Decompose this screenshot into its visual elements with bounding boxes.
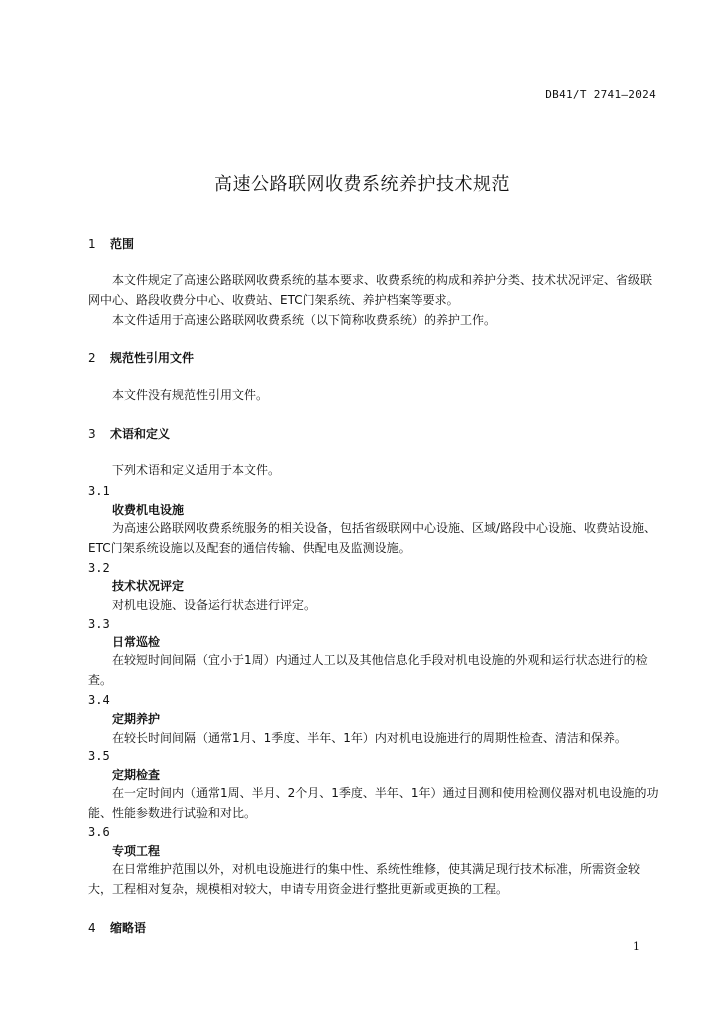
term-number: 3.4	[88, 693, 110, 707]
section-title: 缩略语	[110, 921, 147, 935]
section-number: 1	[88, 237, 96, 251]
term-name: 日常巡检	[112, 635, 161, 649]
term-name: 技术状况评定	[112, 579, 185, 593]
section-title: 范围	[110, 237, 135, 251]
term-number: 3.1	[88, 484, 110, 498]
term-name: 定期养护	[112, 712, 161, 726]
section-number: 3	[88, 427, 96, 441]
section-title: 术语和定义	[110, 427, 171, 441]
term-definition: 为高速公路联网收费系统服务的相关设备，包括省级联网中心设施、区域/路段中心设施、收费站设施、ETC门架系统设施以及配套的通信传输、供配电及监测设施。	[88, 521, 657, 555]
term-number: 3.6	[88, 825, 110, 839]
document-title: 高速公路联网收费系统养护技术规范	[214, 174, 510, 195]
standard-code: DB41/T 2741—2024	[545, 88, 656, 101]
section-heading-2	[88, 350, 194, 366]
term-definition: 在日常维护范围以外，对机电设施进行的集中性、系统性维修，使其满足现行技术标准，所需资金较大，工程相对复杂，规模相对较大，申请专用资金进行整批更新或更换的工程。	[88, 862, 641, 896]
term-definition: 在一定时间内（通常1周、半月、2个月、1季度、半年、1年）通过目测和使用检测仪器对机电设施的功能、性能参数进行试验和对比。	[88, 786, 659, 820]
term-number: 3.5	[88, 749, 110, 763]
term-number: 3.2	[88, 561, 110, 575]
term-name: 定期检查	[112, 768, 161, 782]
scope-paragraph-1: 本文件规定了高速公路联网收费系统的基本要求、收费系统的构成和养护分类、技术状况评定、省级联网中心、路段收费分中心、收费站、ETC门架系统、养护档案等要求。	[88, 273, 653, 307]
section-number: 2	[88, 351, 96, 365]
section-number: 4	[88, 921, 96, 935]
term-name: 收费机电设施	[112, 503, 185, 517]
section-heading-4	[88, 920, 146, 936]
normative-references-paragraph: 本文件没有规范性引用文件。	[112, 388, 269, 402]
scope-paragraph-2: 本文件适用于高速公路联网收费系统（以下简称收费系统）的养护工作。	[112, 313, 497, 327]
page-number: 1	[633, 940, 640, 953]
terms-intro: 下列术语和定义适用于本文件。	[112, 463, 281, 477]
term-definition: 在较长时间间隔（通常1月、1季度、半年、1年）内对机电设施进行的周期性检查、清洁和保养。	[112, 731, 627, 745]
section-title: 规范性引用文件	[110, 351, 195, 365]
term-definition: 在较短时间间隔（宜小于1周）内通过人工以及其他信息化手段对机电设施的外观和运行状态进行的检查。	[88, 653, 648, 687]
term-name: 专项工程	[112, 844, 161, 858]
term-definition: 对机电设施、设备运行状态进行评定。	[112, 598, 317, 612]
section-heading-1	[88, 236, 134, 252]
term-number: 3.3	[88, 617, 110, 631]
section-heading-3	[88, 426, 170, 442]
